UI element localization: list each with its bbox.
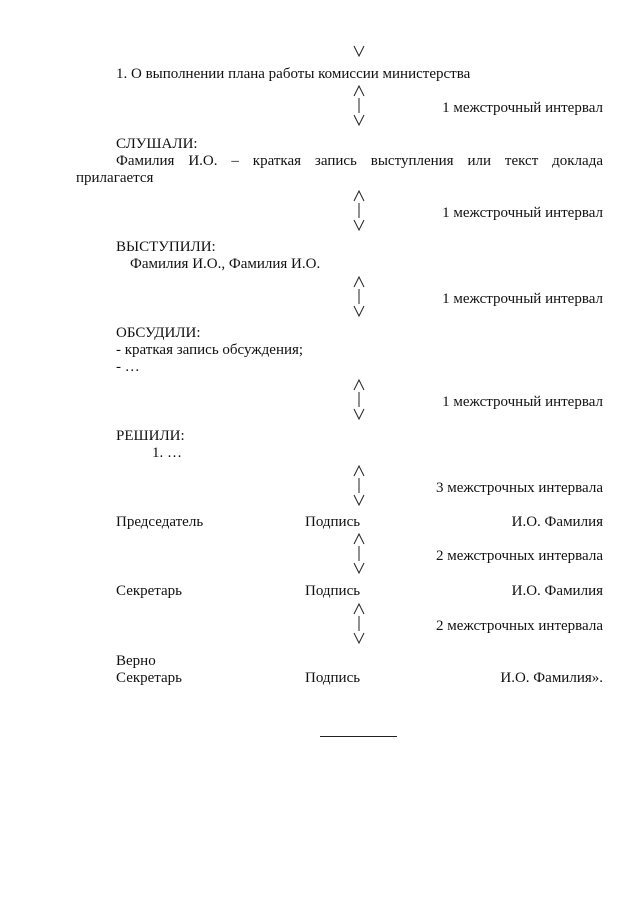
interval-marker-icon <box>352 464 366 508</box>
footer-rule <box>320 736 397 737</box>
certified-signature-label: Подпись <box>305 670 361 686</box>
agenda-item: 1. О выполнении плана работы комиссии министерства <box>116 66 471 82</box>
decided-heading: РЕШИЛИ: <box>116 428 185 444</box>
spoke-heading: ВЫСТУПИЛИ: <box>116 239 216 255</box>
secretary-title: Секретарь <box>116 583 183 599</box>
interval-marker-icon <box>352 602 366 646</box>
interval-label: 2 межстрочных интервала <box>436 548 603 564</box>
interval-label: 1 межстрочный интервал <box>442 100 603 116</box>
chair-title: Председатель <box>116 514 204 530</box>
decided-item: 1. … <box>152 445 182 461</box>
secretary-name: И.О. Фамилия <box>511 583 603 599</box>
discussed-item: - … <box>116 359 140 375</box>
interval-label: 1 межстрочный интервал <box>442 205 603 221</box>
chair-name: И.О. Фамилия <box>511 514 603 530</box>
interval-label: 1 межстрочный интервал <box>442 394 603 410</box>
certified-secretary-title: Секретарь <box>116 670 183 686</box>
discussed-heading: ОБСУДИЛИ: <box>116 325 201 341</box>
certified-label: Верно <box>116 653 156 669</box>
interval-marker-icon <box>352 84 366 128</box>
heard-text-continued: прилагается <box>76 170 154 186</box>
discussed-item: - краткая запись обсуждения; <box>116 342 304 358</box>
certified-name: И.О. Фамилия». <box>500 670 603 686</box>
interval-label: 2 межстрочных интервала <box>436 618 603 634</box>
interval-label: 3 межстрочных интервала <box>436 480 603 496</box>
heard-text: Фамилия И.О. – краткая запись выступления или текст доклада <box>116 153 603 169</box>
spoke-names: Фамилия И.О., Фамилия И.О. <box>130 256 321 272</box>
interval-marker-icon <box>352 189 366 233</box>
secretary-signature-label: Подпись <box>305 583 361 599</box>
chair-signature-label: Подпись <box>305 514 361 530</box>
interval-marker-icon <box>352 378 366 422</box>
heard-heading: СЛУШАЛИ: <box>116 136 198 152</box>
interval-label: 1 межстрочный интервал <box>442 291 603 307</box>
interval-marker-icon <box>352 275 366 319</box>
down-arrow-icon <box>352 44 366 58</box>
interval-marker-icon <box>352 532 366 576</box>
